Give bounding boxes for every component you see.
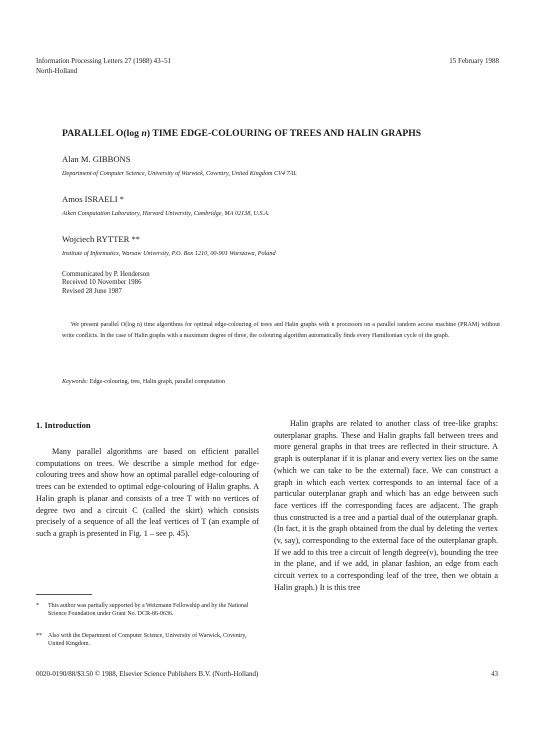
- page-number: 43: [491, 670, 498, 678]
- editorial-dates: [62, 271, 262, 296]
- title-prefix: PARALLEL O(log: [62, 128, 142, 139]
- keywords-text: Edge-colouring, tree, Halin graph, parallel computation: [89, 379, 226, 385]
- section-heading: [36, 420, 91, 430]
- title-suffix: ) TIME EDGE-COLOURING OF TREES AND HALIN GRAPHS: [146, 128, 422, 139]
- abstract: We present parallel O(log n) time algorithms for optimal edge-colouring of trees and Halin graphs with n processors on a parallel random access machine (PRAM) without write conflicts. In the case of Halin graphs with a maximum degree of three, the colouring algorithm automatically finds every Hamiltonian cycle of the graph.: [62, 322, 500, 339]
- received-date: Received 10 November 1986: [62, 279, 142, 287]
- footnote-text: Also with the Department of Computer Science, University of Warwick, Coventry, United Kingdom.: [48, 633, 247, 647]
- footnote: [36, 603, 259, 618]
- intro-paragraph-left: Many parallel algorithms are based on efficient parallel computations on trees. We describe a simple method for edge-colouring trees and show how an optimal parallel edge-colouring of trees can be extended to optimal edge-colouring of Halin graphs. A Halin graph is planar and consists of a tree T with no vertices of degree two and a circuit C (called the skirt) which consists precisely of a sequence of all the leaf vertices of T (an example of such a graph is presented in Fig. 1 – see p. 45).: [36, 447, 259, 538]
- author-affiliation: Aiken Computation Laboratory, Harvard University, Cambridge, MA 02138, U.S.A.: [62, 210, 270, 217]
- author-name: Amos ISRAELI *: [62, 194, 125, 204]
- publisher-line: North-Holland: [36, 67, 78, 75]
- intro-paragraph-right: Halin graphs are related to another class of tree-like graphs: outerplanar graphs. These and Halin graphs fall between trees and more general graphs in that trees are reflected in their structure. A graph is outerplanar if it is planar and every vertex lies on the same (which we can take to be the external) face. We can construct a graph in which each vertex corresponds to an internal face of a particular outerplanar graph and which has an edge between such face vertices iff the corresponding faces are adjacent. The graph thus constructed is a tree and a partial dual of the outerplanar graph. (In fact, it is the graph obtained from the dual by deleting the vertex (v, say), corresponding to the external face of the outerplanar graph. If we add to this tree a circuit of length degree(v), bounding the tree in the plane, and if we add, in planar fashion, an edge from each circuit vertex to a corresponding leaf of the tree, then we obtain a Halin graph.) It is this tree: [274, 419, 498, 592]
- author-name: Alan M. GIBBONS: [62, 154, 131, 164]
- author-affiliation: Institute of Informatics, Warsaw University, P.O. Box 1210, 00-901 Warszawa, Poland: [62, 250, 276, 257]
- author-name: Wojciech RYTTER **: [62, 234, 141, 244]
- section-number: 1.: [36, 420, 43, 430]
- keywords: [62, 379, 225, 385]
- copyright-line: 0020-0190/88/$3.50 © 1988, Elsevier Science Publishers B.V. (North-Holland): [36, 670, 259, 678]
- section-title: Introduction: [44, 420, 91, 430]
- title-italic-n: n: [141, 128, 147, 139]
- footnote-mark: **: [36, 633, 42, 639]
- footnote: [36, 633, 259, 648]
- paper-title: [62, 128, 421, 139]
- revised-date: Revised 28 June 1987: [62, 287, 122, 295]
- footnote-mark: *: [36, 603, 39, 609]
- keywords-label: Keywords:: [62, 379, 89, 385]
- communicated-by: Communicated by P. Henderson: [62, 271, 150, 278]
- journal-citation: Information Processing Letters 27 (1988) 43–51: [36, 57, 172, 65]
- author-affiliation: Department of Computer Science, University of Warwick, Coventry, United Kingdom CV4 7AL: [62, 170, 297, 177]
- footnote-rule: [36, 594, 92, 595]
- issue-date: 15 February 1988: [449, 57, 499, 65]
- footnote-text: This author was partially supported by a Weizmann Fellowship and by the National Science Foundation under Grant No. DCR-86-0636.: [48, 603, 249, 617]
